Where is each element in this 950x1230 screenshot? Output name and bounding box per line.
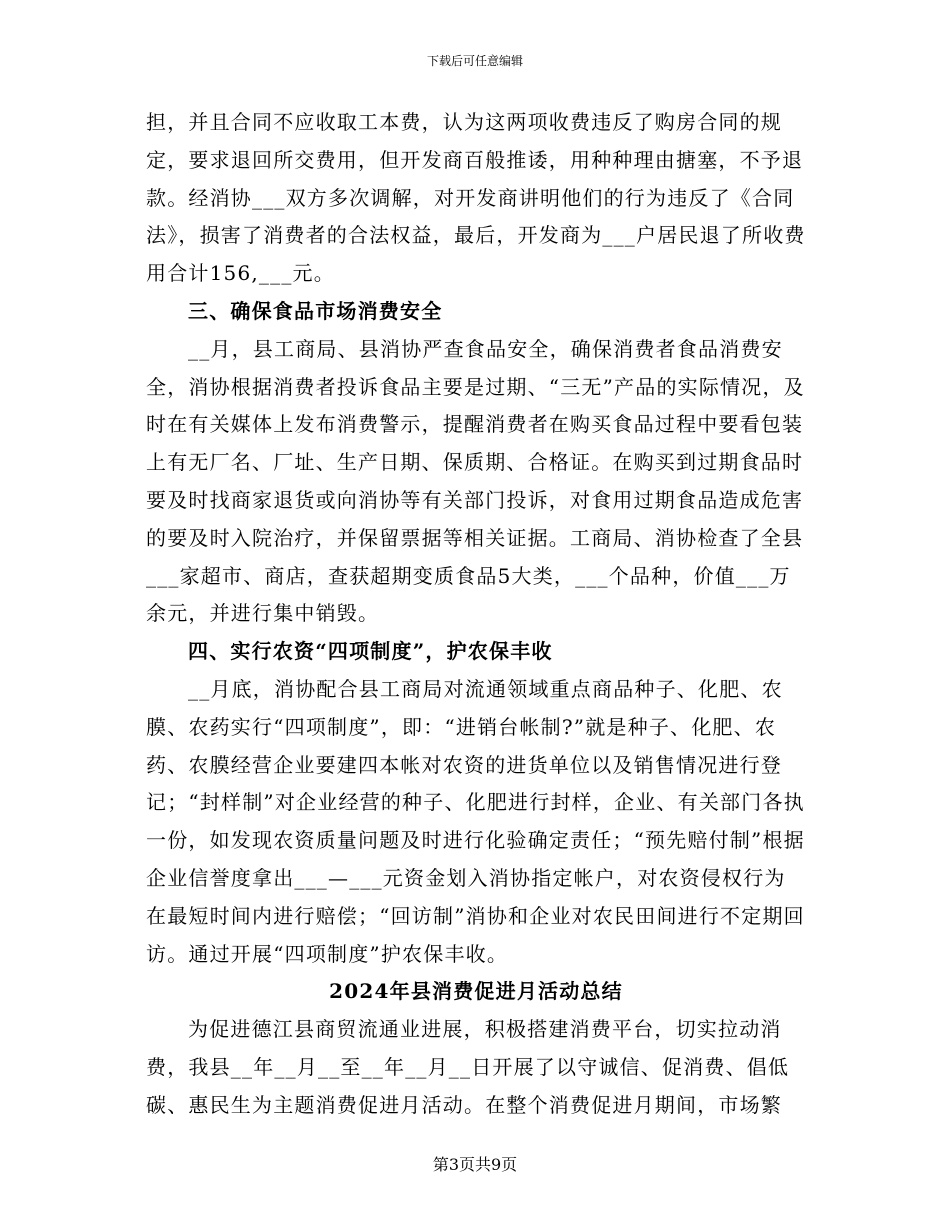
section-heading-food-safety: 三、确保食品市场消费安全	[188, 298, 443, 323]
section-heading-agricultural-supplies: 四、实行农资“四项制度”，护农保丰收	[188, 639, 553, 664]
page-header: 下载后可任意编辑	[426, 54, 523, 68]
document-title: 2024年县消费促进月活动总结	[329, 979, 623, 1004]
paragraph-promotion-month: 为促进德江县商贸流通业进展，积极搭建消费平台，切实拉动消费，我县__年__月__至__年__月__日开展了以守诚信、促消费、倡低碳、惠民生为主题消费促进月活动。在整个消费促进月期间，市场繁	[146, 1017, 790, 1117]
page-footer: 第3页共9页	[432, 1155, 518, 1174]
paragraph-food-safety: __月，县工商局、县消协严查食品安全，确保消费者食品消费安全，消协根据消费者投诉食品主要是过期、“三无”产品的实际情况，及时在有关媒体上发布消费警示，提醒消费者在购买食品过程中要看包装上有无厂名、厂址、生产日期、保质期、合格证。在购买到过期食品时要及时找商家退货或向消协等有关部门投诉，对食用过期食品造成危害的要及时入院治疗，并保留票据等相关证据。工商局、消协检查了全县___家超市、商店，查获超期变质食品5大类，___个品种，价值___万余元，并进行集中销毁。	[146, 336, 805, 626]
paragraph-contract-dispute: 担，并且合同不应收取工本费，认为这两项收费违反了购房合同的规定，要求退回所交费用，但开发商百般推诿，用种种理由搪塞，不予退款。经消协___双方多次调解，对开发商讲明他们的行为违反了《合同法》，损害了消费者的合法权益，最后，开发商为___户居民退了所收费用合计156,___元。	[146, 110, 806, 286]
paragraph-four-systems: __月底，消协配合县工商局对流通领域重点商品种子、化肥、农膜、农药实行“四项制度”，即：“进销台帐制?”就是种子、化肥、农药、农膜经营企业要建四本帐对农资的进货单位以及销售情况进行登记；“封样制”对企业经营的种子、化肥进行封样，企业、有关部门各执一份，如发现农资质量问题及时进行化验确定责任；“预先赔付制”根据企业信誉度拿出___—___元资金划入消协指定帐户，对农资侵权行为在最短时间内进行赔偿；“回访制”消协和企业对农民田间进行不定期回访。通过开展“四项制度”护农保丰收。	[146, 676, 805, 966]
document-body	[146, 104, 806, 1125]
